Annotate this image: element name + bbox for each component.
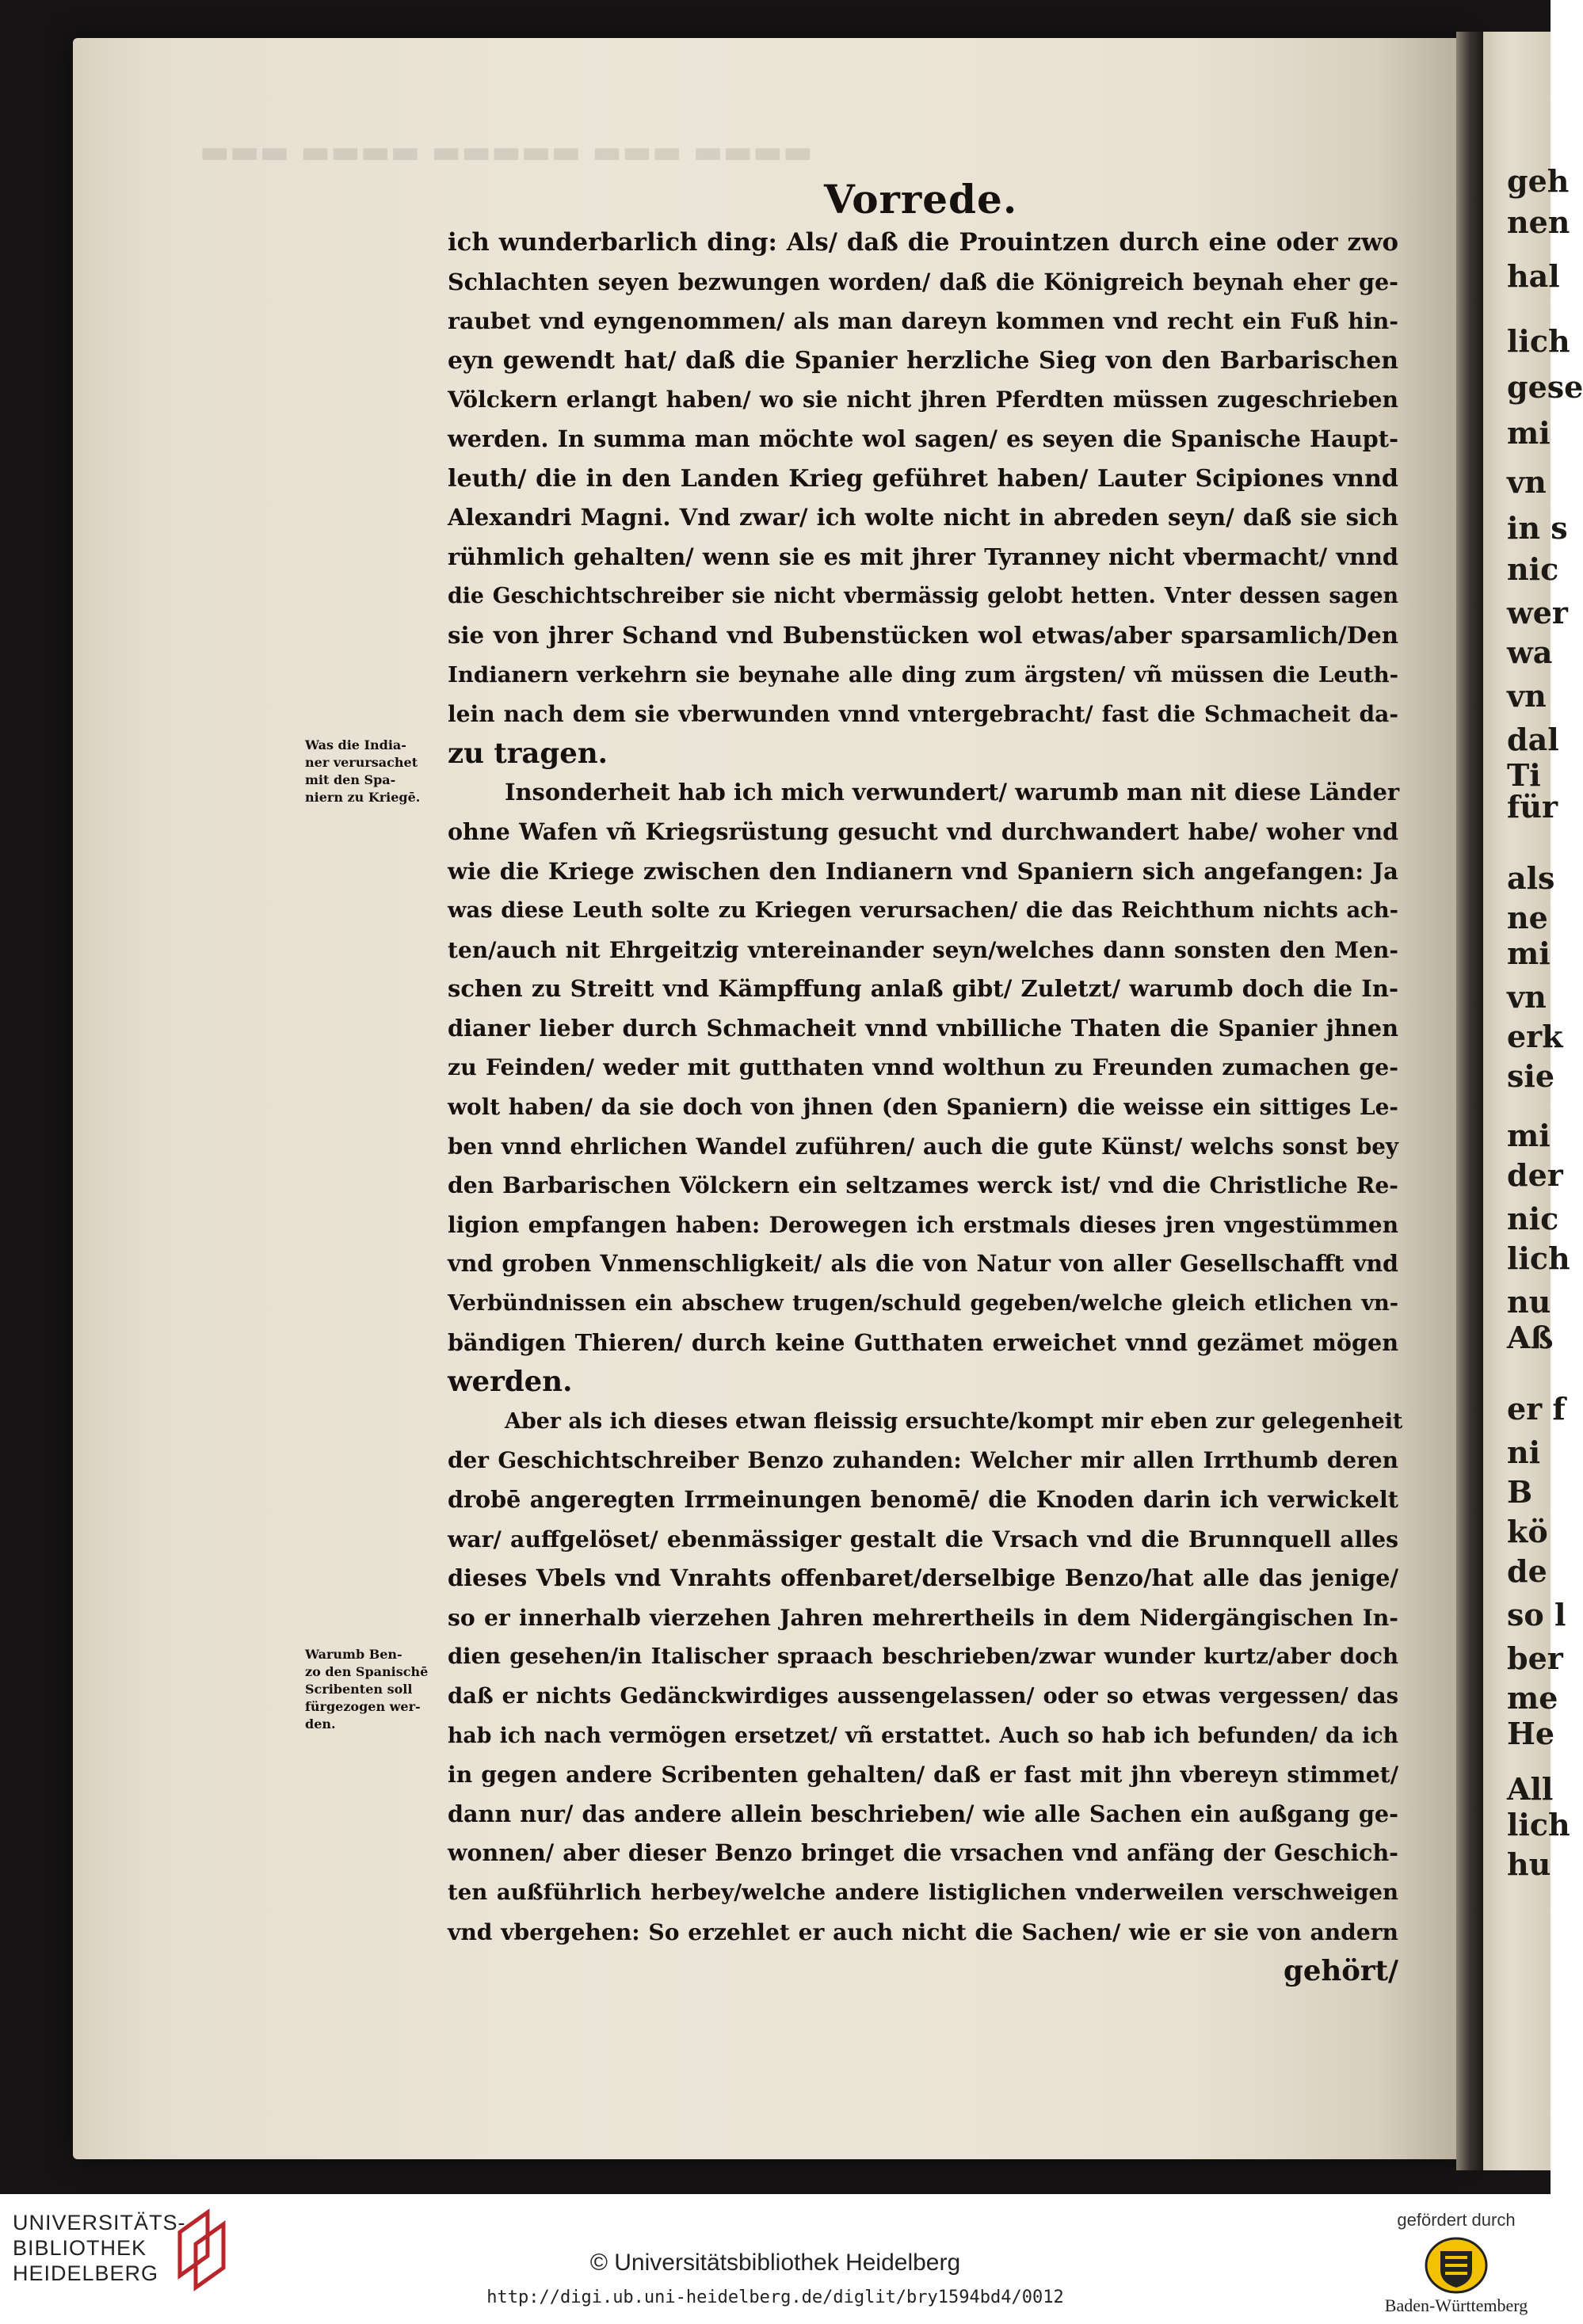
margin-note-line: mit den Spa- (305, 772, 396, 787)
facing-page-fragment: vn (1507, 979, 1547, 1015)
text-line: Aber als ich dieses etwan fleissig ersuchte/kompt mir eben zur gelegenheit (505, 1408, 1403, 1434)
facing-page-fragment: in s (1507, 510, 1568, 546)
facing-page-fragment: mi (1507, 1118, 1551, 1153)
text-line: bändigen Thieren/ durch keine Gutthaten erweichet vnnd gezämet mögen (448, 1328, 1398, 1356)
facing-page-fragment: mi (1507, 935, 1551, 971)
facing-page-fragment: als (1507, 860, 1555, 896)
facing-page-fragment: me (1507, 1680, 1558, 1716)
library-name-line: UNIVERSITÄTS- (13, 2211, 186, 2234)
facing-page-fragment: de (1507, 1553, 1547, 1589)
show-through-text: ▬▬▬ ▬▬▬▬ ▬▬▬▬▬ ▬▬▬ ▬▬▬▬ (200, 133, 813, 170)
text-line: ligion empfangen haben: Derowegen ich erstmals dieses jren vngestümmen (448, 1211, 1398, 1238)
text-line: den Barbarischen Völckern ein seltzames werck ist/ vnd die Christliche Re- (448, 1172, 1398, 1199)
library-name-line: HEIDELBERG (13, 2261, 159, 2285)
text-line: Völckern erlangt haben/ wo sie nicht jhren Pferdten müssen zugeschrieben (448, 387, 1398, 413)
text-line: daß er nichts Gedänckwirdiges aussengelassen/ oder so etwas vergessen/ das (448, 1682, 1398, 1709)
margin-note-line: Warumb Ben- (305, 1647, 402, 1662)
facing-page-fragment: so l (1507, 1597, 1566, 1633)
text-line: dann nur/ das andere allein beschrieben/ wie alle Sachen ein außgang ge- (448, 1800, 1398, 1827)
facing-page-fragment: B (1507, 1474, 1533, 1510)
facing-page-edge (1483, 32, 1583, 2170)
page-header: Vorrede. (824, 176, 1018, 223)
facing-page-fragment: sie (1507, 1058, 1555, 1094)
text-line: ten/auch nit Ehrgeitzig vntereinander seyn/welches dann sonsten den Men- (448, 936, 1398, 963)
facing-page-fragment: erk (1507, 1019, 1563, 1054)
margin-note-line: fürgezogen wer- (305, 1699, 421, 1714)
text-line: Verbündnissen ein abschew trugen/schuld gegeben/welche gleich etlichen vn- (448, 1290, 1398, 1316)
text-line: wonnen/ aber dieser Benzo bringet die vrsachen vnd anfäng der Geschich- (448, 1839, 1398, 1867)
facing-page-fragment: für (1507, 789, 1558, 825)
text-line: die Geschichtschreiber sie nicht vbermässig gelobt hetten. Vnter dessen sagen (448, 584, 1398, 609)
facing-page-fragment: vn (1507, 678, 1547, 714)
text-line: der Geschichtschreiber Benzo zuhanden: Welcher mir allen Irrthumb deren (448, 1447, 1398, 1474)
text-line: ohne Wafen vñ Kriegsrüstung gesucht vnd durchwandert habe/ woher vnd (448, 817, 1398, 845)
funded-by-label: gefördert durch (1397, 2210, 1516, 2230)
text-line: hab ich nach vermögen ersetzet/ vñ erstattet. Auch so hab ich befunden/ da ich (448, 1723, 1398, 1748)
text-line: ich wunderbarlich ding: Als/ daß die Prouintzen durch eine oder zwo (448, 228, 1398, 257)
facing-page-fragment: Ti (1507, 757, 1541, 793)
facing-page-fragment: nu (1507, 1284, 1551, 1320)
text-line: schen zu Streitt vnd Kämpffung anlaß gibt/ Zuletzt/ warumb doch die In- (448, 975, 1398, 1003)
text-line: sie von jhrer Schand vnd Bubenstücken wol etwas/aber sparsamlich/Den (448, 621, 1398, 649)
facing-page-fragment: er f (1507, 1391, 1566, 1427)
text-line: dien gesehen/in Italischer spraach beschrieben/zwar wunder kurtz/aber doch (448, 1644, 1398, 1670)
funder-label: Baden-Württemberg (1384, 2295, 1528, 2315)
text-line: was diese Leuth solte zu Kriegen verursachen/ die das Reichthum nichts ach- (448, 897, 1398, 924)
facing-page-fragment: mi (1507, 415, 1551, 451)
facing-page-fragment: He (1507, 1716, 1555, 1751)
facing-page-fragment: geh (1507, 163, 1570, 199)
facing-page-fragment: lich (1507, 1807, 1570, 1842)
text-line: werden. In summa man möchte wol sagen/ es seyen die Spanische Haupt- (448, 425, 1398, 452)
text-line: Insonderheit hab ich mich verwundert/ warumb man nit diese Länder (505, 779, 1400, 806)
facing-page-fragment: kö (1507, 1514, 1548, 1549)
facing-page-fragment: dal (1507, 722, 1559, 757)
facing-page-fragment: der (1507, 1157, 1563, 1193)
facing-page-fragment: ber (1507, 1640, 1563, 1676)
text-line: Indianern verkehrn sie beynahe alle ding zum ärgsten/ vñ müssen die Leuth- (448, 661, 1398, 688)
facing-page-fragment: lich (1507, 323, 1570, 359)
permalink-url[interactable]: http://digi.ub.uni-heidelberg.de/diglit/bry1594bd4/0012 (486, 2288, 1064, 2307)
text-line: so er innerhalb vierzehen Jahren mehrertheils in dem Nidergängischen In- (448, 1603, 1398, 1631)
facing-page-fragment: lich (1507, 1240, 1570, 1276)
facing-page-fragment: hal (1507, 258, 1560, 294)
text-line: dieses Vbels vnd Vnrahts offenbaret/derselbige Benzo/hat alle das jenige/ (448, 1564, 1398, 1592)
facing-page-fragment: nic (1507, 1201, 1559, 1236)
library-name-line: BIBLIOTHEK (13, 2236, 147, 2260)
text-line: war/ auffgelöset/ ebenmässiger gestalt die Vrsach vnd die Brunnquell alles (448, 1525, 1398, 1553)
text-line: zu Feinden/ weder mit gutthaten vnnd wolthun zu Freunden zumachen ge- (448, 1053, 1398, 1081)
text-line: wolt haben/ da sie doch von jhnen (den Spaniern) die weisse ein sittiges Le- (448, 1094, 1398, 1121)
facing-page-fragment: nic (1507, 551, 1559, 587)
margin-note-line: ner verursachet (305, 755, 418, 770)
text-line: Schlachten seyen bezwungen worden/ daß die Königreich beynah eher ge- (448, 268, 1398, 295)
margin-note-line: den. (305, 1716, 336, 1732)
text-line: zu tragen. (448, 737, 608, 770)
margin-note-line: niern zu Kriegē. (305, 790, 421, 805)
facing-page-fragment: ne (1507, 900, 1548, 935)
facing-page-fragment: hu (1507, 1846, 1551, 1882)
text-line: ten außführlich herbey/welche andere listiglichen vnderweilen verschweigen (448, 1879, 1398, 1905)
facing-page-fragment: vn (1507, 464, 1547, 500)
text-line: leuth/ die in den Landen Krieg geführet haben/ Lauter Scipiones vnnd (448, 464, 1398, 493)
facing-page-fragment: Aß (1507, 1320, 1554, 1355)
text-line: vnd groben Vnmenschligkeit/ als die von Natur von aller Gesellschafft vnd (448, 1250, 1398, 1278)
margin-note-line: Scribenten soll (305, 1682, 413, 1697)
facing-page-fragment: All (1507, 1771, 1554, 1807)
text-line: dianer lieber durch Schmacheit vnnd vnbilliche Thaten die Spanier jhnen (448, 1014, 1398, 1042)
text-line: vnd vbergehen: So erzehlet er auch nicht die Sachen/ wie er sie von andern (448, 1918, 1398, 1945)
text-line: gehört/ (1284, 1955, 1398, 1988)
facing-page-fragment: wer (1507, 595, 1568, 631)
text-line: lein nach dem sie vberwunden vnnd vntergebracht/ fast die Schmacheit da- (448, 701, 1398, 728)
baden-wuerttemberg-crest-icon (1409, 2234, 1504, 2297)
facing-page-fragment: nen (1507, 204, 1570, 240)
margin-note-line: Was die India- (305, 737, 406, 752)
text-line: in gegen andere Scribenten gehalten/ daß er fast mit jhn vbereyn stimmet/ (448, 1761, 1398, 1789)
body-text (448, 223, 1403, 1991)
text-line: ben vnnd ehrlichen Wandel zuführen/ auch die gute Künst/ welchs sonst bey (448, 1133, 1398, 1160)
margin-note-benzo (305, 1646, 440, 1733)
text-line: rühmlich gehalten/ wenn sie es mit jhrer Tyranney nicht vbermacht/ vnnd (448, 543, 1398, 570)
text-line: werden. (448, 1366, 573, 1399)
text-line: eyn gewendt hat/ daß die Spanier herzliche Sieg von den Barbarischen (448, 346, 1398, 375)
facing-page-fragment: gese (1507, 369, 1583, 405)
text-line: drobē angeregten Irrmeinungen benomē/ die Knoden darin ich verwickelt (448, 1486, 1398, 1513)
text-line: wie die Kriege zwischen den Indianern vnd Spaniern sich angefangen: Ja (448, 857, 1398, 885)
book-gutter (1456, 32, 1483, 2170)
margin-note-line: zo den Spanischē (305, 1664, 429, 1679)
margin-note-india-wars (305, 737, 440, 806)
copyright-text: © Universitätsbibliothek Heidelberg (589, 2250, 961, 2276)
text-line: raubet vnd eyngenommen/ als man dareyn kommen vnd recht ein Fuß hin- (448, 307, 1398, 335)
facing-page-fragment: wa (1507, 634, 1553, 670)
text-line: Alexandri Magni. Vnd zwar/ ich wolte nicht in abreden seyn/ daß sie sich (448, 504, 1398, 531)
facing-page-fragment: ni (1507, 1434, 1541, 1470)
